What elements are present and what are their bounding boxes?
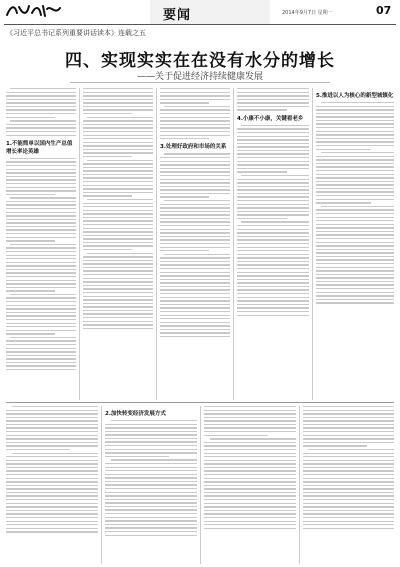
body-text-block (6, 88, 76, 136)
body-text-block (105, 420, 197, 536)
body-text-block (6, 406, 98, 533)
lower-column-2 (105, 406, 197, 538)
column-divider (312, 88, 313, 400)
title-rule (70, 82, 330, 83)
body-text-block (237, 125, 309, 316)
column-divider (200, 406, 201, 564)
masthead (0, 0, 400, 24)
section-rule (6, 402, 394, 403)
newspaper-logo (5, 3, 63, 19)
subheadline: ——关于促进经济持续健康发展 (136, 72, 263, 82)
lower-column-3 (204, 406, 296, 531)
series-label: 《习近平总书记系列重要讲话读本》连载之五 (6, 29, 146, 37)
subhead-4: 4.小康不小康，关键看老乡 (237, 115, 304, 122)
section-title: 要闻 (163, 8, 192, 23)
body-text-block (160, 153, 230, 337)
body-text-block (160, 88, 230, 139)
column-4 (237, 88, 309, 318)
column-divider (156, 88, 157, 400)
headline: 四、实现实实在在没有水分的增长 (65, 51, 335, 71)
body-text-block (303, 406, 394, 529)
column-divider (299, 406, 300, 564)
subhead-5: 5.推进以人为核心的新型城镇化 (316, 93, 394, 99)
body-text-block (237, 88, 309, 111)
column-1 (6, 88, 76, 373)
issue-date: 2014年9月7日 星期一 (282, 10, 333, 16)
lower-column-4 (303, 406, 394, 531)
subhead-1: 1.不能简单以国内生产总值增长率论英雄 (6, 140, 73, 155)
subhead-2: 2.加快转变经济发展方式 (105, 411, 166, 417)
column-divider (101, 406, 102, 564)
masthead-rule (4, 24, 396, 25)
body-text-block (6, 158, 76, 371)
column-2 (83, 88, 153, 331)
page-number: 07 (376, 4, 392, 17)
column-divider (233, 88, 234, 400)
body-text-block (204, 406, 296, 529)
body-text-block (316, 102, 394, 304)
subhead-3: 3.处理好政府和市场的关系 (160, 144, 227, 151)
column-5 (316, 88, 394, 306)
column-divider (79, 88, 80, 400)
lower-column-1 (6, 406, 98, 535)
body-text-block (83, 88, 153, 329)
column-3 (160, 88, 230, 340)
